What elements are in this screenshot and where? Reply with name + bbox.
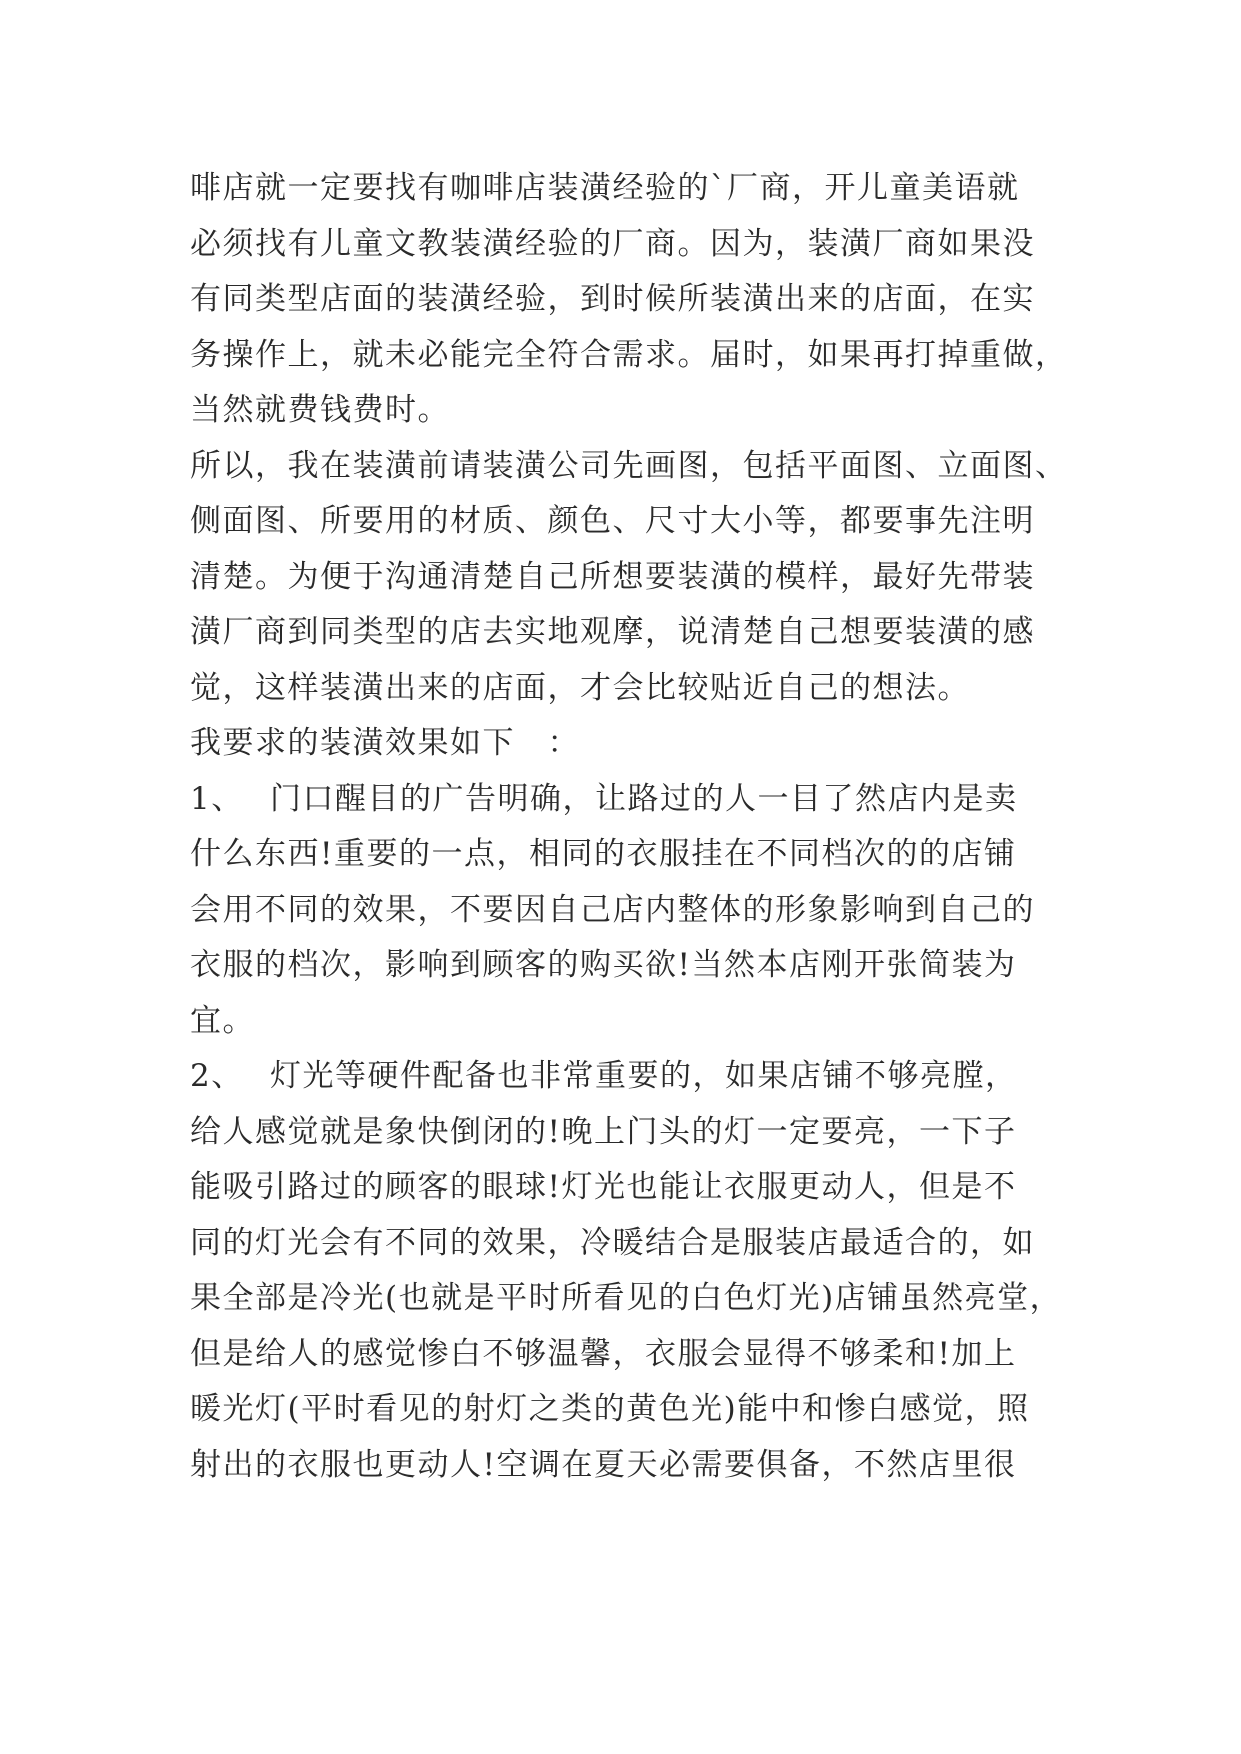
list-item-2-first-line [190, 1049, 1060, 1105]
text-line: 果全部是冷光(也就是平时所看见的白色灯光)店铺虽然亮堂， [190, 1280, 1063, 1316]
list-item-1-first-line [190, 772, 1060, 828]
text-line: 能吸引路过的顾客的眼球!灯光也能让衣服更动人，但是不 [190, 1169, 1017, 1205]
text-line: 衣服的档次，影响到顾客的购买欲!当然本店刚开张简装为 [190, 947, 1017, 983]
text-line: 给人感觉就是象快倒闭的!晚上门头的灯一定要亮，一下子 [190, 1113, 1017, 1150]
list-item-number: 2、 [190, 1058, 244, 1094]
text-line: 暖光灯(平时看见的射灯之类的黄色光)能中和惨白感觉，照 [190, 1391, 1030, 1427]
text-line: 射出的衣服也更动人!空调在夏天必需要俱备，不然店里很 [190, 1446, 1017, 1483]
text-line: 有同类型店面的装潢经验，到时候所装潢出来的店面，在实 [190, 281, 1035, 317]
text-line: 啡店就一定要找有咖啡店装潢经验的`厂商，开儿童美语就 [190, 170, 1020, 206]
text-line: 务操作上，就未必能完全符合需求。届时，如果再打掉重做， [190, 336, 1068, 373]
text-line: 同的灯光会有不同的效果，冷暖结合是服装店最适合的，如 [190, 1224, 1035, 1261]
text-line: 潢厂商到同类型的店去实地观摩，说清楚自己想要装潢的感 [190, 614, 1035, 650]
text-line: 什么东西!重要的一点，相同的衣服挂在不同档次的的店铺 [190, 836, 1017, 872]
text-line: 但是给人的感觉惨白不够温馨，衣服会显得不够柔和!加上 [190, 1335, 1017, 1372]
document-body [190, 161, 1068, 1493]
text-line: 所以，我在装潢前请装潢公司先画图，包括平面图、立面图、 [190, 447, 1068, 484]
text-line: 会用不同的效果，不要因自己店内整体的形象影响到自己的 [190, 891, 1035, 928]
list-item-number: 1、 [190, 780, 244, 817]
text-line: 觉，这样装潢出来的店面，才会比较贴近自己的想法。 [190, 669, 970, 706]
text-line: 宜。 [190, 1002, 255, 1039]
list-item-text: 门口醒目的广告明确，让路过的人一目了然店内是卖 [270, 780, 1018, 817]
text-line: 当然就费钱费时。 [190, 392, 450, 428]
text-line: 必须找有儿童文教装潢经验的厂商。因为，装潢厂商如果没 [190, 225, 1035, 262]
text-line: 侧面图、所要用的材质、颜色、尺寸大小等，都要事先注明 [190, 503, 1035, 539]
list-item-text: 灯光等硬件配备也非常重要的，如果店铺不够亮膛， [270, 1058, 1018, 1094]
text-line: 我要求的装潢效果如下 ： [190, 725, 580, 761]
text-line: 清楚。为便于沟通清楚自己所想要装潢的模样，最好先带装 [190, 558, 1035, 595]
